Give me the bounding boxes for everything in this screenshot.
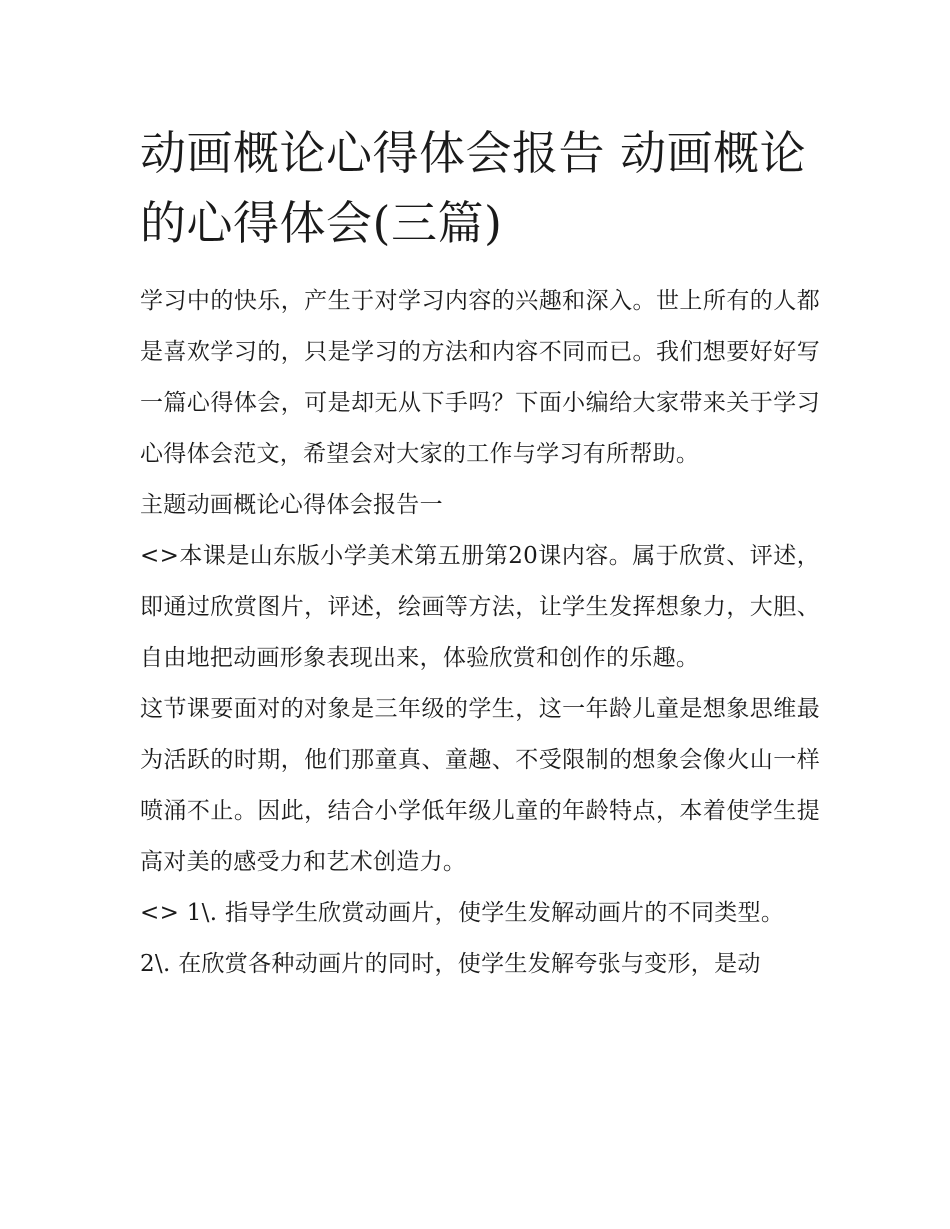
- paragraph-goal-2: 2\. 在欣赏各种动画片的同时，使学生发解夸张与变形，是动: [140, 951, 761, 977]
- paragraph-intro: 学习中的快乐，产生于对学习内容的兴趣和深入。世上所有的人都是喜欢学习的，只是学习的方法和内容不同而已。我们想要好好写一篇心得体会，可是却无从下手吗？下面小编给大家带来关于学习心得体会范文，希望会对大家的工作与学习有所帮助。: [140, 288, 820, 467]
- document-title: 动画概论心得体会报告 动画概论的心得体会(三篇): [140, 126, 807, 250]
- section-heading: 主题动画概论心得体会报告一: [140, 492, 443, 518]
- paragraph-goal-1: <> 1\. 指导学生欣赏动画片，使学生发解动画片的不同类型。: [140, 900, 785, 926]
- document-page: [140, 118, 820, 990]
- paragraph-students: 这节课要面对的对象是三年级的学生，这一年龄儿童是想象思维最为活跃的时期，他们那童真、童趣、不受限制的想象会像火山一样喷涌不止。因此，结合小学低年级儿童的年龄特点，本着使学生提高对美的感受力和艺术创造力。: [140, 696, 820, 875]
- paragraph-lesson-content: <>本课是山东版小学美术第五册第20课内容。属于欣赏、评述，即通过欣赏图片，评述，绘画等方法，让学生发挥想象力，大胆、自由地把动画形象表现出来，体验欣赏和创作的乐趣。: [140, 543, 820, 671]
